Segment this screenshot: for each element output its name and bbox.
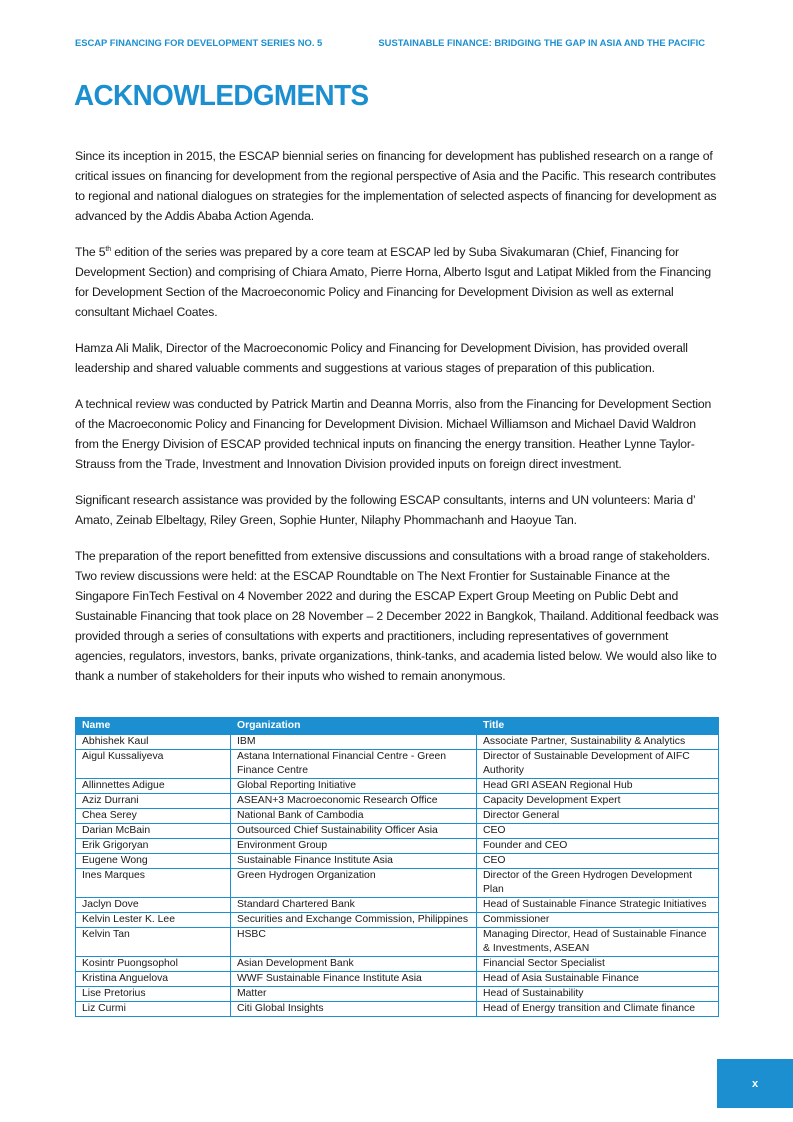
table-row (76, 1002, 719, 1017)
cell-title: Founder and CEO (477, 839, 719, 854)
paragraph-stakeholders: The preparation of the report benefitted from extensive discussions and consultations with a broad range of stakeholders. Two review discussions were held: at the ESCAP Roundtable on The Next Frontier for Sustainable Finance at the Singapore FinTech Festival on 4 November 2022 and during the ESCAP Expert Group Meeting on Public Debt and Sustainable Financing that took place on 28 November – 2 December 2022 in Bangkok, Thailand. Additional feedback was provided through a series of consultations with experts and practitioners, including representatives of government agencies, regulators, investors, banks, private organizations, think-tanks, and academia listed below. We would also like to thank a number of stakeholders for their inputs who wished to remain anonymous. (75, 549, 719, 683)
series-label: ESCAP FINANCING FOR DEVELOPMENT SERIES NO. 5 (75, 37, 323, 48)
cell-title: CEO (477, 824, 719, 839)
cell-title: Head of Asia Sustainable Finance (477, 972, 719, 987)
cell-title: Head of Energy transition and Climate finance (477, 1002, 719, 1017)
cell-name: Ines Marques (76, 869, 231, 898)
table-row (76, 854, 719, 869)
header-name: Name (76, 718, 231, 735)
cell-organization: WWF Sustainable Finance Institute Asia (231, 972, 477, 987)
cell-name: Erik Grigoryan (76, 839, 231, 854)
cell-name: Eugene Wong (76, 854, 231, 869)
paragraph-intro: Since its inception in 2015, the ESCAP biennial series on financing for development has published research on a range of critical issues on financing for development from the regional perspective of Asia and the Pacific. This research contributes to regional and national dialogues on strategies for the implementation of selected aspects of financing for development as advanced by the Addis Ababa Action Agenda. (75, 149, 717, 223)
report-title: SUSTAINABLE FINANCE: BRIDGING THE GAP IN ASIA AND THE PACIFIC (378, 37, 705, 48)
table-row (76, 898, 719, 913)
cell-name: Jaclyn Dove (76, 898, 231, 913)
table-row (76, 794, 719, 809)
table-row (76, 809, 719, 824)
cell-title: Head of Sustainable Finance Strategic Initiatives (477, 898, 719, 913)
paragraph-research-assistance: Significant research assistance was provided by the following ESCAP consultants, interns and UN volunteers: Maria d’ Amato, Zeinab Elbeltagy, Riley Green, Sophie Hunter, Nilaphy Phommachanh and Haoyue Tan. (75, 493, 696, 527)
header-organization: Organization (231, 718, 477, 735)
paragraph-core-team (75, 242, 720, 322)
cell-title: Head of Sustainability (477, 987, 719, 1002)
table-row (76, 928, 719, 957)
cell-organization: Environment Group (231, 839, 477, 854)
cell-organization: Matter (231, 987, 477, 1002)
table-row (76, 972, 719, 987)
cell-organization: National Bank of Cambodia (231, 809, 477, 824)
cell-title: Head GRI ASEAN Regional Hub (477, 779, 719, 794)
stakeholders-table (75, 717, 719, 1017)
cell-organization: Green Hydrogen Organization (231, 869, 477, 898)
table-row (76, 869, 719, 898)
table-row (76, 824, 719, 839)
cell-organization: Global Reporting Initiative (231, 779, 477, 794)
cell-organization: Astana International Financial Centre - Green Finance Centre (231, 750, 477, 779)
cell-name: Kelvin Lester K. Lee (76, 913, 231, 928)
cell-organization: ASEAN+3 Macroeconomic Research Office (231, 794, 477, 809)
paragraph-technical-review: A technical review was conducted by Patrick Martin and Deanna Morris, also from the Financing for Development Section of the Macroeconomic Policy and Financing for Development Division. Michael Williamson and Michael David Waldron from the Energy Division of ESCAP provided technical inputs on financing the energy transition. Heather Lynne Taylor-Strauss from the Trade, Investment and Innovation Division provided inputs on foreign direct investment. (75, 397, 712, 471)
table-row (76, 957, 719, 972)
page-number-tab (717, 1059, 793, 1108)
cell-name: Lise Pretorius (76, 987, 231, 1002)
acknowledgments-body (75, 146, 720, 702)
cell-organization: Securities and Exchange Commission, Philippines (231, 913, 477, 928)
cell-name: Abhishek Kaul (76, 735, 231, 750)
table-body (76, 735, 719, 1017)
cell-name: Kelvin Tan (76, 928, 231, 957)
table-row (76, 750, 719, 779)
page-title: ACKNOWLEDGMENTS (74, 80, 369, 112)
paragraph-director: Hamza Ali Malik, Director of the Macroeconomic Policy and Financing for Development Division, has provided overall leadership and shared valuable comments and suggestions at various stages of preparation of this publication. (75, 341, 688, 375)
table-row (76, 913, 719, 928)
p2-after: edition of the series was prepared by a core team at ESCAP led by Suba Sivakumaran (Chief, Financing for Development Section) and comprising of Chiara Amato, Pierre Horna, Alberto Isgut and Latipat Mikled from the Financing for Development Section of the Macroeconomic Policy and Financing for Development Division as well as external consultant Michael Coates. (75, 245, 712, 319)
cell-organization: Sustainable Finance Institute Asia (231, 854, 477, 869)
table-row (76, 779, 719, 794)
cell-title: Managing Director, Head of Sustainable Finance & Investments, ASEAN (477, 928, 719, 957)
cell-title: Financial Sector Specialist (477, 957, 719, 972)
cell-name: Aigul Kussaliyeva (76, 750, 231, 779)
cell-title: Capacity Development Expert (477, 794, 719, 809)
cell-title: Director of Sustainable Development of AIFC Authority (477, 750, 719, 779)
cell-organization: Outsourced Chief Sustainability Officer Asia (231, 824, 477, 839)
header-title: Title (477, 718, 719, 735)
cell-title: Commissioner (477, 913, 719, 928)
p2-before: The 5 (75, 245, 106, 259)
table-row (76, 839, 719, 854)
cell-name: Aziz Durrani (76, 794, 231, 809)
table-row (76, 735, 719, 750)
cell-organization: Citi Global Insights (231, 1002, 477, 1017)
cell-organization: IBM (231, 735, 477, 750)
cell-title: Associate Partner, Sustainability & Analytics (477, 735, 719, 750)
cell-organization: Asian Development Bank (231, 957, 477, 972)
ordinal-superscript: th (105, 245, 111, 253)
cell-title: Director of the Green Hydrogen Development Plan (477, 869, 719, 898)
cell-name: Allinnettes Adigue (76, 779, 231, 794)
cell-organization: HSBC (231, 928, 477, 957)
cell-name: Chea Serey (76, 809, 231, 824)
cell-name: Liz Curmi (76, 1002, 231, 1017)
table-header-row (76, 718, 719, 735)
running-header (75, 37, 705, 48)
cell-name: Kosintr Puongsophol (76, 957, 231, 972)
cell-title: CEO (477, 854, 719, 869)
cell-organization: Standard Chartered Bank (231, 898, 477, 913)
cell-name: Darian McBain (76, 824, 231, 839)
cell-title: Director General (477, 809, 719, 824)
cell-name: Kristina Anguelova (76, 972, 231, 987)
page-number: x (751, 1077, 759, 1090)
table-row (76, 987, 719, 1002)
